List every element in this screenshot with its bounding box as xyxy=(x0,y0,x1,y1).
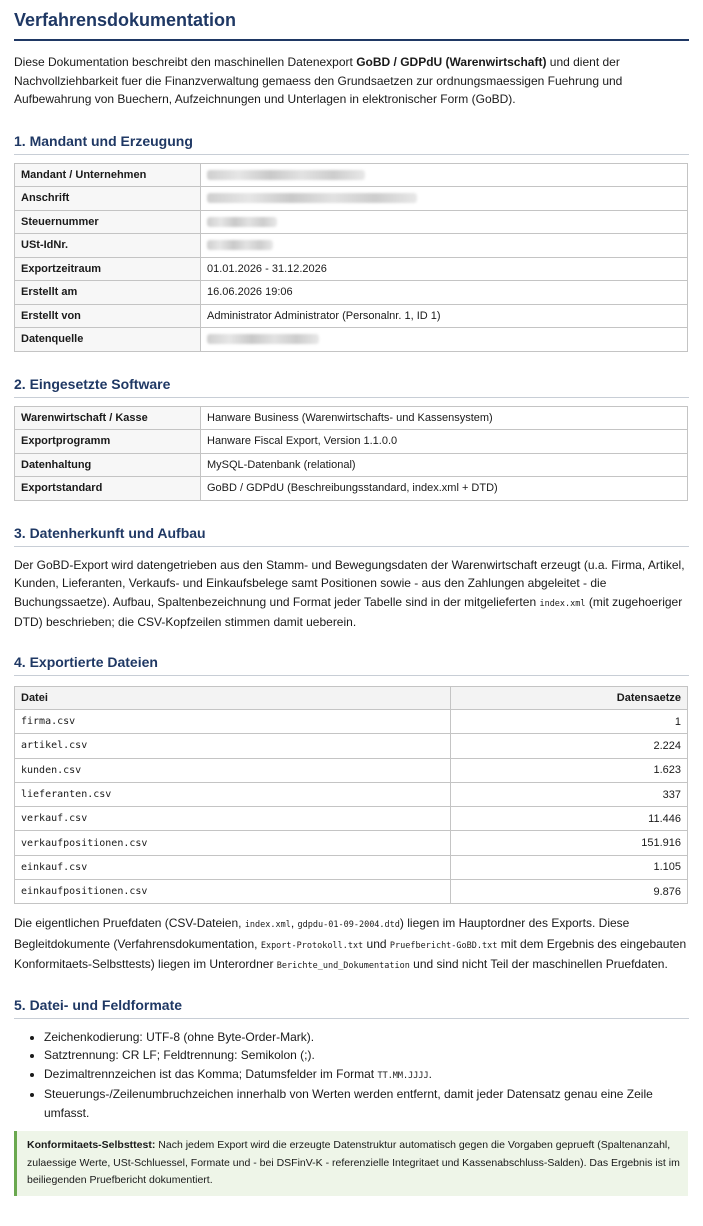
row-value: 01.01.2026 - 31.12.2026 xyxy=(201,257,688,281)
format-list xyxy=(14,1028,689,1123)
paragraph-text: (mit zugehoeriger DTD) beschrieben; die CSV-Kopfzeilen stimmen damit ueberein. xyxy=(14,594,683,629)
row-value-redacted xyxy=(201,163,688,187)
record-count: 337 xyxy=(451,782,688,806)
row-value-redacted xyxy=(201,210,688,234)
paragraph-text: und sind nicht Teil der maschinellen Pruefdaten. xyxy=(409,957,668,972)
note-text: Nach jedem Export wird die erzeugte Datenstruktur automatisch gegen die Vorgaben geprueft (Spaltenanzahl, zulaessige Werte, USt-Schluessel, Formate und - bei DSFinV-K - referenzielle Integritaet und Kassenabschluss-Salden). Das Ergebnis ist im beiliegenden Pruefbericht dokumentiert. xyxy=(27,1139,680,1187)
table-row xyxy=(15,880,688,904)
row-value: Hanware Business (Warenwirtschafts- und Kassensystem) xyxy=(201,406,688,430)
row-label: Erstellt von xyxy=(15,304,201,328)
table-row xyxy=(15,807,688,831)
table-row xyxy=(15,430,688,454)
list-item: • Zeichenkodierung: UTF-8 (ohne Byte-Order-Mark). xyxy=(44,1028,689,1047)
table-row xyxy=(15,831,688,855)
section-heading-software: 2. Eingesetzte Software xyxy=(14,376,689,398)
row-label: Erstellt am xyxy=(15,281,201,305)
table-row xyxy=(15,782,688,806)
list-item-text: Dezimaltrennzeichen ist das Komma; Datumsfelder im Format xyxy=(44,1066,378,1081)
intro-paragraph xyxy=(14,53,689,109)
table-row xyxy=(15,453,688,477)
table-header-row xyxy=(15,686,688,710)
table-row xyxy=(15,187,688,211)
row-label: Datenquelle xyxy=(15,328,201,352)
table-row xyxy=(15,855,688,879)
intro-bold: GoBD / GDPdU (Warenwirtschaft) xyxy=(356,55,547,69)
file-name: einkaufpositionen.csv xyxy=(15,880,451,904)
list-item xyxy=(44,1065,689,1086)
list-item: • Satztrennung: CR LF; Feldtrennung: Semikolon (;). xyxy=(44,1046,689,1065)
table-row xyxy=(15,328,688,352)
table-row xyxy=(15,304,688,328)
table-row xyxy=(15,234,688,258)
record-count: 1.105 xyxy=(451,855,688,879)
row-value: GoBD / GDPdU (Beschreibungsstandard, index.xml + DTD) xyxy=(201,477,688,501)
row-value: Hanware Fiscal Export, Version 1.1.0.0 xyxy=(201,430,688,454)
record-count: 11.446 xyxy=(451,807,688,831)
file-name: lieferanten.csv xyxy=(15,782,451,806)
table-row xyxy=(15,281,688,305)
record-count: 2.224 xyxy=(451,734,688,758)
row-value: 16.06.2026 19:06 xyxy=(201,281,688,305)
table-row xyxy=(15,734,688,758)
row-label: Datenhaltung xyxy=(15,453,201,477)
section-heading-mandant: 1. Mandant und Erzeugung xyxy=(14,133,689,155)
paragraph-text: ) liegen im Hauptordner des Exports. Diese Begleitdokumente (Verfahrensdokumentation, xyxy=(14,916,630,951)
inline-code: gdpdu-01-09-2004.dtd xyxy=(297,920,400,931)
table-row xyxy=(15,406,688,430)
file-name: artikel.csv xyxy=(15,734,451,758)
record-count: 1 xyxy=(451,710,688,734)
inline-code: Berichte_und_Dokumentation xyxy=(276,961,410,972)
table-row xyxy=(15,163,688,187)
paragraph-text: , xyxy=(290,916,298,931)
column-header-file: Datei xyxy=(15,686,451,710)
redacted-value xyxy=(207,170,365,180)
file-name: verkauf.csv xyxy=(15,807,451,831)
table-row xyxy=(15,210,688,234)
section-heading-datenherkunft: 3. Datenherkunft und Aufbau xyxy=(14,525,689,547)
inline-code: Pruefbericht-GoBD.txt xyxy=(389,940,498,951)
pruefdaten-paragraph xyxy=(14,914,689,976)
paragraph-text: mit dem Ergebnis des eingebauten Konformitaets-Selbsttests) liegen im Unterordner xyxy=(14,936,687,972)
row-value-redacted xyxy=(201,234,688,258)
inline-code: Export-Protokoll.txt xyxy=(260,940,364,951)
section-heading-formate: 5. Datei- und Feldformate xyxy=(14,997,689,1019)
files-table xyxy=(14,686,688,905)
row-value: Administrator Administrator (Personalnr. 1, ID 1) xyxy=(201,304,688,328)
column-header-count: Datensaetze xyxy=(451,686,688,710)
redacted-value xyxy=(207,334,319,344)
table-row xyxy=(15,477,688,501)
record-count: 151.916 xyxy=(451,831,688,855)
redacted-value xyxy=(207,193,417,203)
mandant-table xyxy=(14,163,688,352)
row-value-redacted xyxy=(201,328,688,352)
record-count: 1.623 xyxy=(451,758,688,782)
inline-code: index.xml xyxy=(244,920,291,931)
row-label: Exportzeitraum xyxy=(15,257,201,281)
row-label: Mandant / Unternehmen xyxy=(15,163,201,187)
row-label: Warenwirtschaft / Kasse xyxy=(15,406,201,430)
row-label: Steuernummer xyxy=(15,210,201,234)
paragraph-text: und xyxy=(363,936,390,951)
inline-code: TT.MM.JJJJ xyxy=(377,1070,429,1081)
file-name: einkauf.csv xyxy=(15,855,451,879)
page-title: Verfahrensdokumentation xyxy=(14,8,689,41)
note-label: Konformitaets-Selbsttest: xyxy=(27,1139,156,1152)
file-name: verkaufpositionen.csv xyxy=(15,831,451,855)
software-table xyxy=(14,406,688,501)
file-name: kunden.csv xyxy=(15,758,451,782)
paragraph-text: Die eigentlichen Pruefdaten (CSV-Dateien, xyxy=(14,916,245,931)
selftest-note xyxy=(14,1131,688,1196)
table-row xyxy=(15,710,688,734)
row-label: Anschrift xyxy=(15,187,201,211)
list-item-text: . xyxy=(428,1066,432,1081)
intro-text-2: und dient der Nachvollziehbarkeit fuer die Finanzverwaltung gemaess den Grundsaetzen zur ordnungsmaessigen Fuehrung und Aufbewahrung von Buechern, Aufzeichnungen und Unterlagen in elektronischer Form (GoBD). xyxy=(14,55,623,106)
row-value-redacted xyxy=(201,187,688,211)
row-value: MySQL-Datenbank (relational) xyxy=(201,453,688,477)
row-label: USt-IdNr. xyxy=(15,234,201,258)
table-row xyxy=(15,257,688,281)
intro-text: Diese Dokumentation beschreibt den maschinellen Datenexport xyxy=(14,55,357,69)
list-item: • Steuerungs-/Zeilenumbruchzeichen innerhalb von Werten werden entfernt, damit jeder Datensatz genau eine Zeile umfasst. xyxy=(44,1085,689,1122)
paragraph-text: Der GoBD-Export wird datengetrieben aus den Stamm- und Bewegungsdaten der Warenwirtschaft erzeugt (u.a. Firma, Artikel, Kunden, Lieferanten, Verkaufs- und Einkaufsbelege samt Positionen sowie - aus den Zahlungen abgeleitet - die Buchungssaetze). Aufbau, Spaltenbezeichnung und Format jeder Tabelle sind in der mitgelieferten xyxy=(14,557,685,609)
row-label: Exportstandard xyxy=(15,477,201,501)
inline-code: index.xml xyxy=(539,598,586,609)
row-label: Exportprogramm xyxy=(15,430,201,454)
table-row xyxy=(15,758,688,782)
datenherkunft-paragraph xyxy=(14,556,689,632)
section-heading-dateien: 4. Exportierte Dateien xyxy=(14,654,689,676)
redacted-value xyxy=(207,240,273,250)
file-name: firma.csv xyxy=(15,710,451,734)
record-count: 9.876 xyxy=(451,880,688,904)
redacted-value xyxy=(207,217,277,227)
